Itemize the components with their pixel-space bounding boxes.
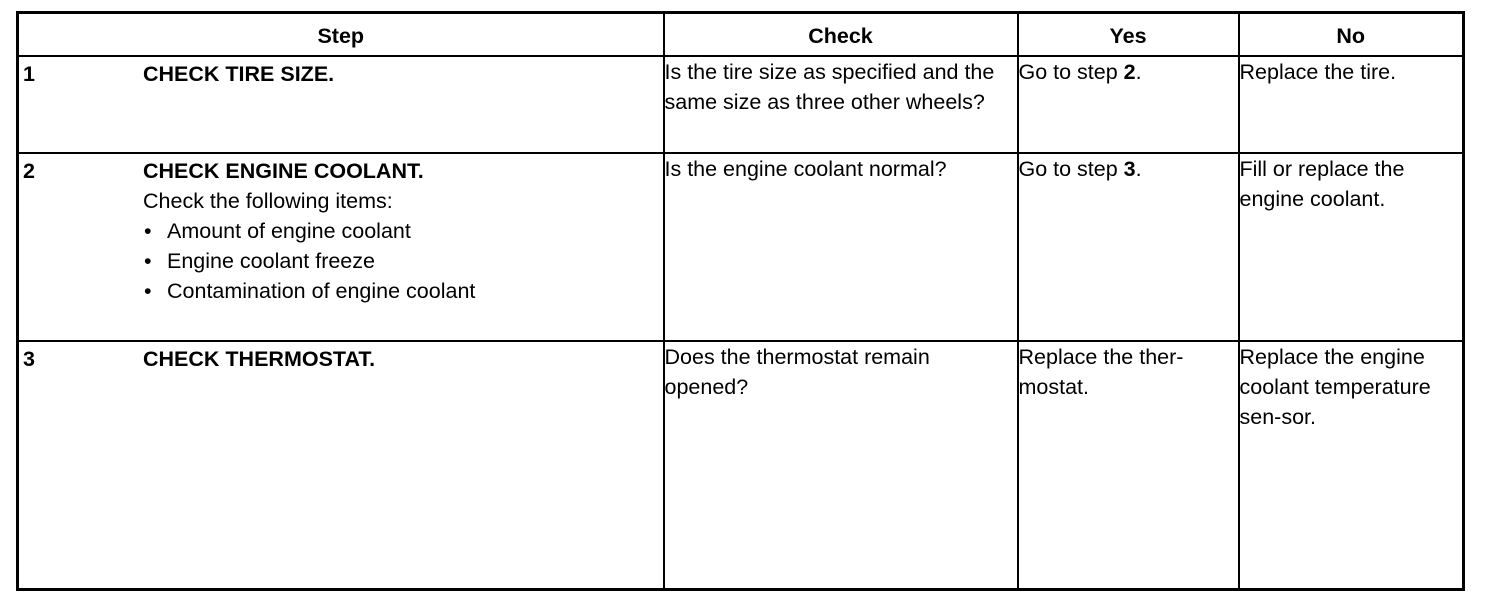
bullet-icon: •: [144, 279, 152, 303]
table-row: [18, 153, 1464, 341]
list-item: [143, 246, 663, 276]
step-number: 2: [23, 159, 35, 183]
step-cell: [18, 153, 664, 341]
yes-suffix: .: [1135, 60, 1142, 84]
list-item-text: Amount of engine coolant: [167, 219, 411, 243]
step-reference: 3: [1123, 157, 1136, 181]
step-body: [143, 342, 663, 374]
header-check: Check: [664, 13, 1018, 57]
yes-cell: [1018, 153, 1239, 341]
step-title: CHECK TIRE SIZE.: [143, 62, 335, 86]
yes-text: Go to step: [1018, 157, 1124, 181]
list-item-text: Engine coolant freeze: [167, 249, 375, 273]
yes-cell: [1018, 56, 1239, 153]
step-body: [143, 154, 663, 306]
header-yes: Yes: [1018, 13, 1239, 57]
step-title: CHECK THERMOSTAT.: [143, 347, 376, 371]
step-number: 1: [23, 62, 35, 86]
check-items-list: [143, 216, 663, 306]
no-cell: Replace the tire.: [1239, 56, 1464, 153]
no-cell: Replace the engine coolant temperature sen-sor.: [1239, 341, 1464, 590]
no-cell: Fill or replace the engine coolant.: [1239, 153, 1464, 341]
step-cell: [18, 56, 664, 153]
step-title: CHECK ENGINE COOLANT.: [143, 159, 424, 183]
bullet-icon: •: [144, 219, 152, 243]
yes-suffix: .: [1135, 157, 1142, 181]
table-header-row: [18, 13, 1464, 57]
step-subtitle: Check the following items:: [143, 189, 393, 213]
check-cell: Does the thermostat remain opened?: [664, 341, 1018, 590]
yes-text: Go to step: [1018, 60, 1124, 84]
check-cell: Is the tire size as specified and the same size as three other wheels?: [664, 56, 1018, 153]
table-row: [18, 341, 1464, 590]
list-item-text: Contamination of engine coolant: [167, 279, 476, 303]
header-no: No: [1239, 13, 1464, 57]
step-number: 3: [23, 347, 35, 371]
list-item: [143, 216, 663, 246]
table-row: [18, 56, 1464, 153]
diagnostic-table: [16, 11, 1465, 591]
header-step: Step: [18, 13, 664, 57]
yes-cell: Replace the ther-mostat.: [1018, 341, 1239, 590]
check-cell: Is the engine coolant normal?: [664, 153, 1018, 341]
step-reference: 2: [1123, 60, 1136, 84]
step-cell: [18, 341, 664, 590]
bullet-icon: •: [144, 249, 152, 273]
step-body: [143, 57, 663, 89]
list-item: [143, 276, 663, 306]
